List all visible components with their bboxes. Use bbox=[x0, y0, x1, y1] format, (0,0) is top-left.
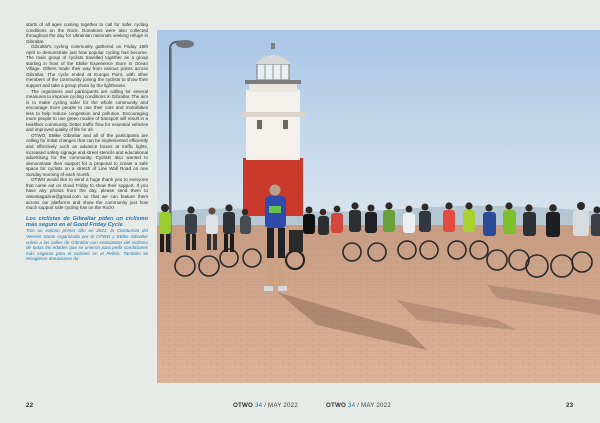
spanish-paragraph: Tras un exitoso primer año en 2021, la Cicloturista del Viernes Santo organizada por la OTWO y EBike Gibraltar volvió a las calles de Gibraltar con entusiastas del ciclismo de todas las edades que se unieron para pedir condiciones más seguras para el ciclismo en el Peñón. También se recogieron donaciones du- bbox=[26, 228, 148, 262]
footer-brand-left bbox=[233, 402, 298, 409]
footer-date: MAY 2022 bbox=[268, 402, 298, 409]
footer-issue-number: 34 bbox=[254, 402, 263, 409]
article-paragraph: The organisers and participants are calling for several measures to improve cycling conditions in Gibraltar. The aim is to make cycling safer for the whole community and encourage more people to use their cars and motorbikes less to help reduce congestion and pollution. Encouraging more people to use green modes of transport will result in a healthier community, better traffic flow for essential vehicles and improved quality of life for all. bbox=[26, 88, 148, 133]
footer-separator: / bbox=[264, 402, 267, 409]
footer-date: MAY 2022 bbox=[361, 402, 391, 409]
page-number-left: 22 bbox=[26, 402, 34, 409]
footer-separator: / bbox=[357, 402, 360, 409]
footer-brand-name: OTWO bbox=[326, 402, 347, 409]
article-column bbox=[26, 22, 148, 262]
article-paragraph: Gibraltar's cycling community gathered on Friday 15th April to demonstrate just how popular cycling has become. The main group of cyclists travelled together as a group starting in front of the EBike Experience Store in Ocean Village. Others made their way from various points across Gibraltar. The cycle ended at Europa Point, with other members of the community joining the cyclists to show their support and take a group photo by the lighthouse. bbox=[26, 44, 148, 89]
footer-issue-number: 34 bbox=[347, 402, 356, 409]
article-paragraph: OTWO would like to send a huge thank you to everyone that came out on Good Friday to show their support. If you have any photos from the day, please send them to otwomagazine@gmail.com so that we can feature them across our platforms and show the community just how much support safe cycling has on the Rock! bbox=[26, 177, 148, 211]
footer-brand-right bbox=[326, 402, 391, 409]
article-paragraph: OTWO, EBike Gibraltar and all of the participants are calling for initial changes that can be implemented efficiently and effectively such as advance boxes at traffic lights, increased safety signage and street stencils and educational advertising for the community. Cyclists also wanted to demonstrate their support for a proposal to create a safe space for cyclists on a stretch of Line Wall Road on one Sunday morning of each month. bbox=[26, 132, 148, 177]
group-photo bbox=[157, 30, 600, 383]
footer-brand-name: OTWO bbox=[233, 402, 254, 409]
spanish-heading: Los ciclistas de Gibraltar piden un ciclismo más seguro en el Good Friday Cycle bbox=[26, 215, 148, 228]
article-paragraph: starts of all ages coming together to call for safer cycling conditions on the Rock. Donations were also collected throughout the day for Ukrainian nationals seeking refuge in Gibraltar. bbox=[26, 22, 148, 44]
page-number-right: 23 bbox=[566, 402, 574, 409]
